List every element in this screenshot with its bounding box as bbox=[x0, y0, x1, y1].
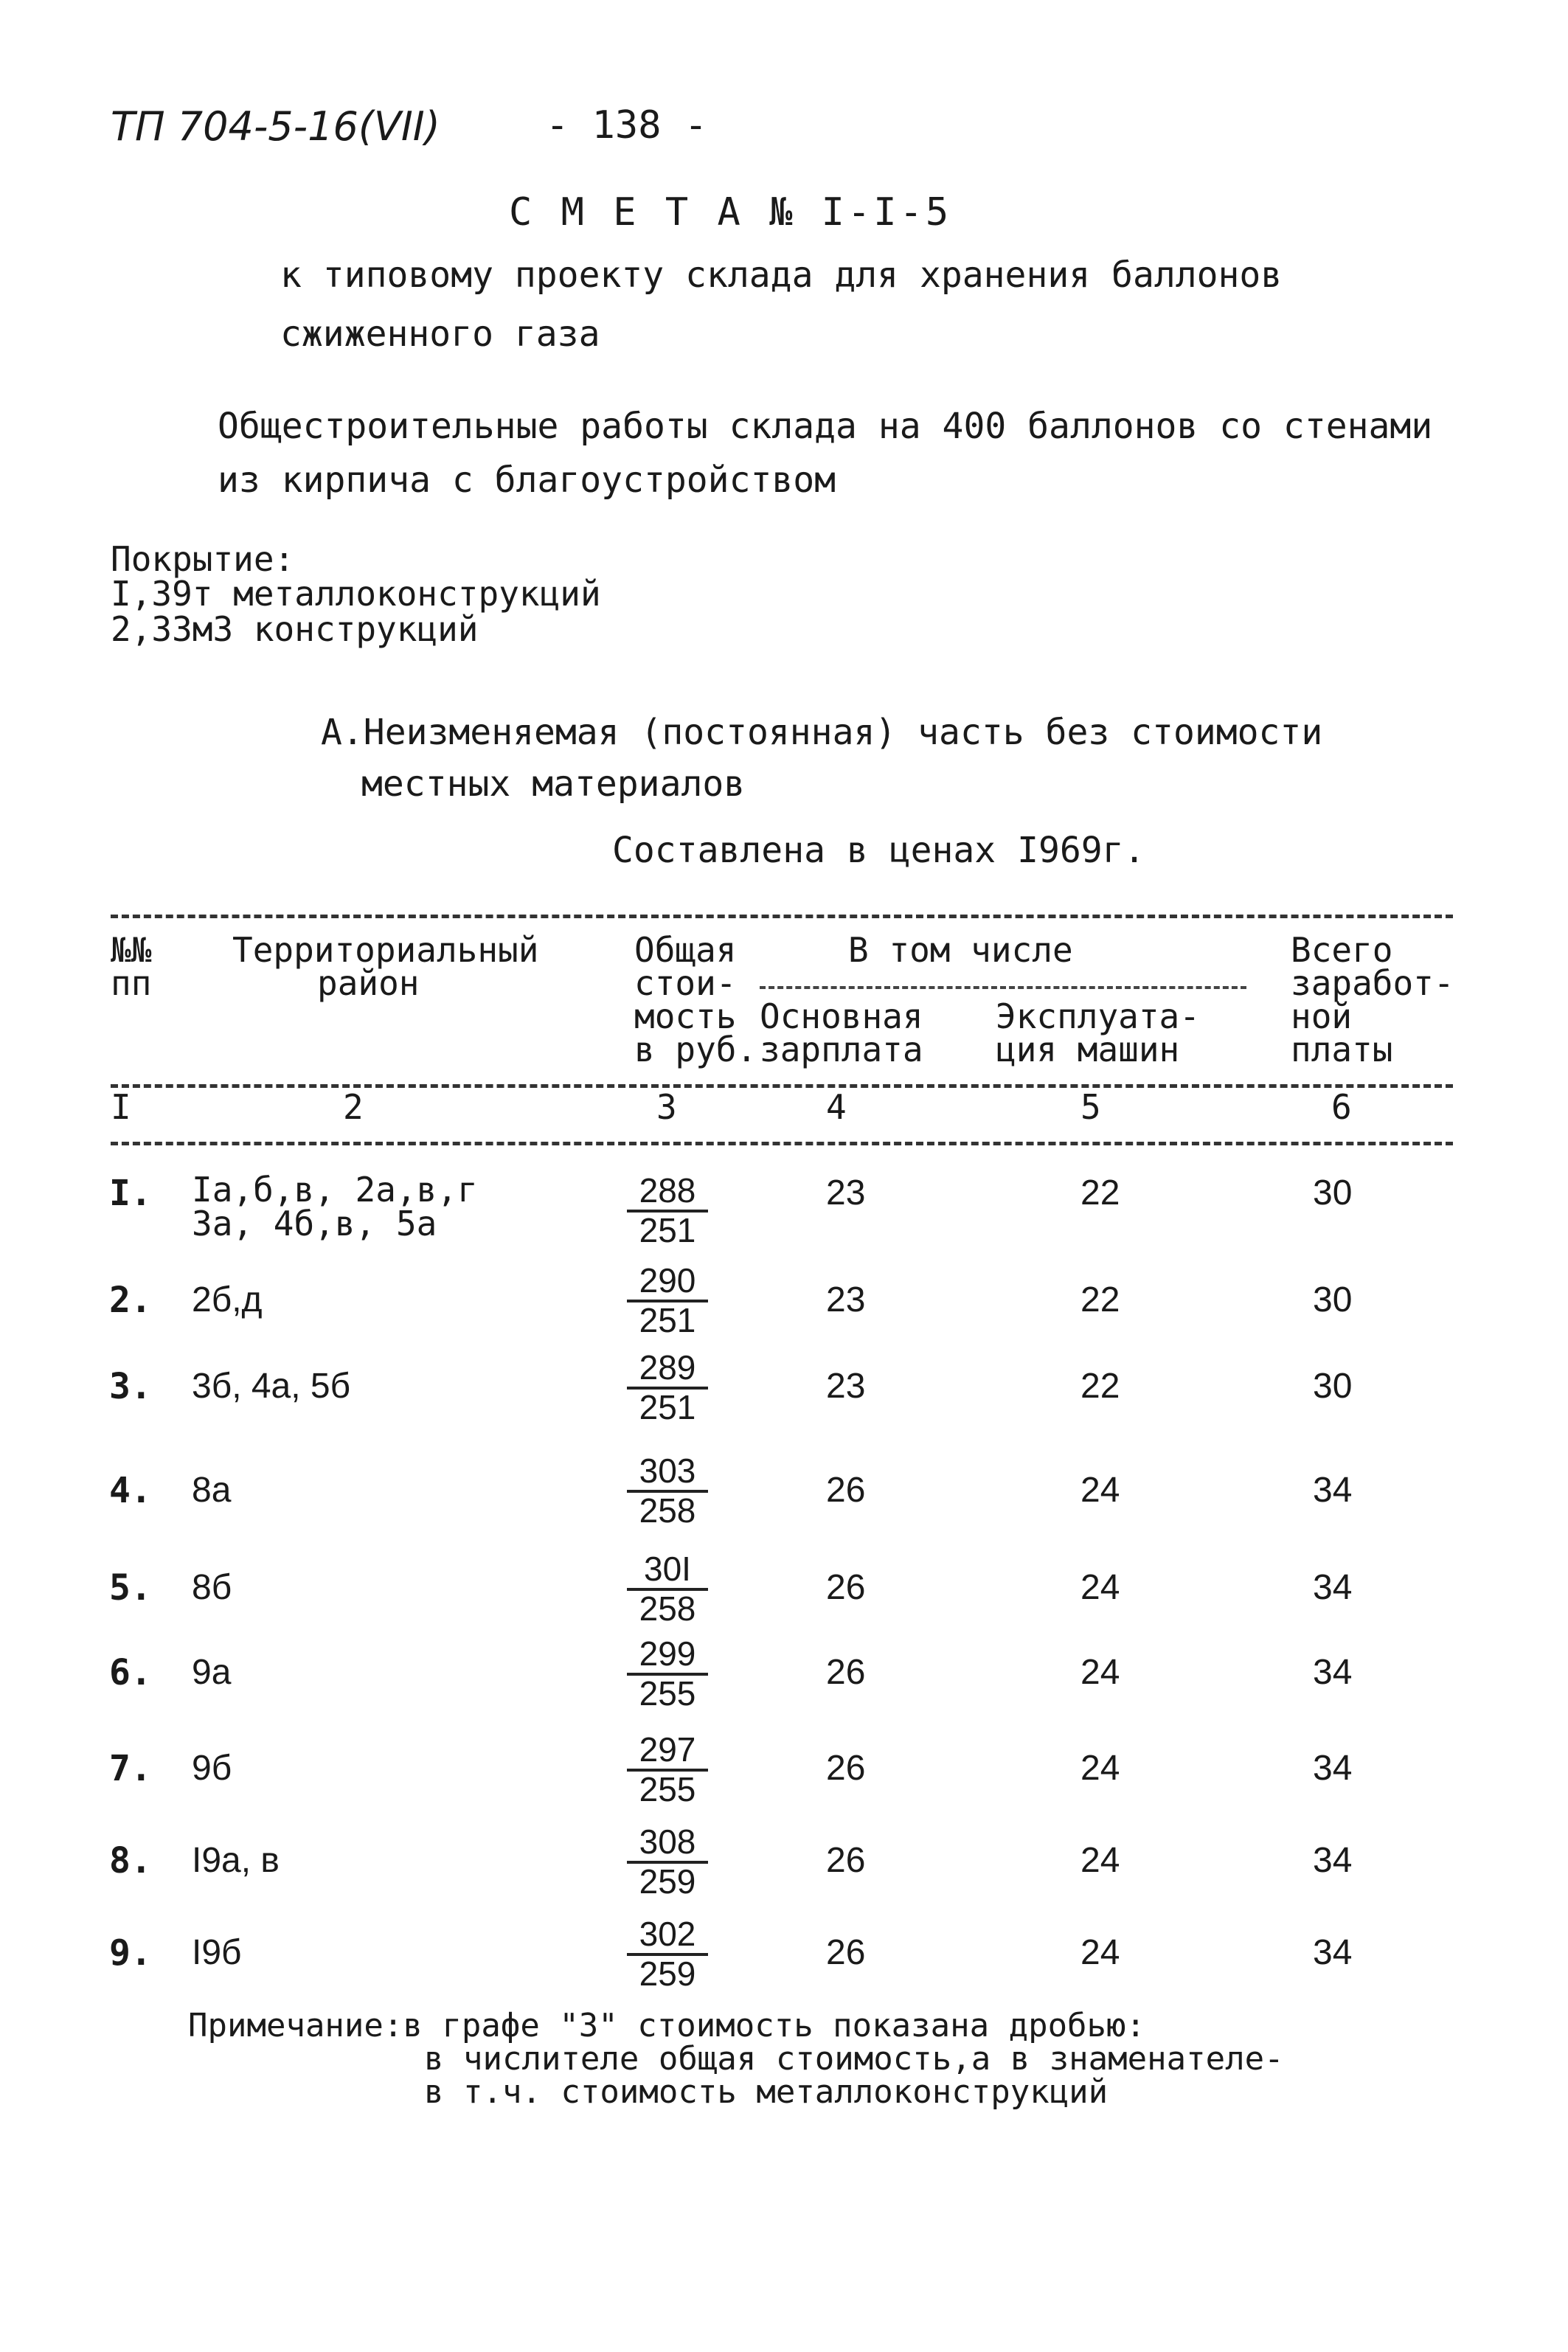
row-number: 4. bbox=[109, 1470, 152, 1511]
row-total-wage: 34 bbox=[1313, 1568, 1353, 1607]
row-cost bbox=[627, 1350, 708, 1425]
header-cost-line4: в руб. bbox=[634, 1030, 757, 1069]
row-cost bbox=[627, 1732, 708, 1807]
header-region-line2: район bbox=[317, 963, 420, 1003]
row-total-wage: 30 bbox=[1313, 1367, 1353, 1406]
header-total-line3: ной bbox=[1291, 996, 1353, 1036]
row-basic-wage: 23 bbox=[826, 1367, 866, 1406]
col-number-5: 5 bbox=[1080, 1087, 1101, 1127]
row-cost bbox=[627, 1263, 708, 1338]
header-machines-line2: ция машин bbox=[996, 1030, 1180, 1069]
row-total-wage: 30 bbox=[1313, 1173, 1353, 1213]
smeta-title: С М Е Т А № I-I-5 bbox=[509, 190, 952, 235]
row-cost bbox=[627, 1636, 708, 1711]
row-number: 2. bbox=[109, 1280, 152, 1321]
row-number: 9. bbox=[109, 1932, 152, 1974]
description-line2: из кирпича с благоустройством bbox=[218, 459, 836, 501]
row-machines: 24 bbox=[1080, 1933, 1120, 1972]
row-machines: 22 bbox=[1080, 1173, 1120, 1213]
cost-denominator: 251 bbox=[639, 1301, 696, 1339]
cost-numerator: 302 bbox=[627, 1916, 708, 1956]
row-region: I9а, в bbox=[192, 1841, 280, 1880]
header-basic-line2: зарплата bbox=[760, 1030, 923, 1069]
cost-denominator: 251 bbox=[639, 1211, 696, 1249]
cost-numerator: 30I bbox=[627, 1551, 708, 1591]
note-line3: в т.ч. стоимость металлоконструкций bbox=[424, 2073, 1109, 2111]
row-number: 7. bbox=[109, 1748, 152, 1789]
row-machines: 24 bbox=[1080, 1471, 1120, 1510]
note-line2: в числителе общая стоимость,а в знаменателе- bbox=[424, 2040, 1284, 2078]
col-number-2: 2 bbox=[343, 1087, 364, 1127]
row-region: I9б bbox=[192, 1933, 242, 1972]
row-total-wage: 34 bbox=[1313, 1841, 1353, 1880]
row-cost bbox=[627, 1173, 708, 1248]
cost-numerator: 297 bbox=[627, 1732, 708, 1772]
col-number-4: 4 bbox=[826, 1087, 847, 1127]
cost-denominator: 258 bbox=[639, 1589, 696, 1628]
cost-numerator: 299 bbox=[627, 1636, 708, 1676]
row-basic-wage: 23 bbox=[826, 1280, 866, 1319]
row-total-wage: 34 bbox=[1313, 1749, 1353, 1788]
header-cost-line3: мость bbox=[634, 996, 737, 1036]
price-basis: Составлена в ценах I969г. bbox=[612, 830, 1145, 871]
document-code: ТП 704-5-16(VII) bbox=[111, 103, 440, 150]
cost-numerator: 288 bbox=[627, 1173, 708, 1213]
header-region-line1: Территориальный bbox=[232, 930, 539, 970]
col-number-1: I bbox=[111, 1087, 131, 1127]
row-basic-wage: 26 bbox=[826, 1653, 866, 1692]
smeta-subtitle-line2: сжиженного газа bbox=[280, 313, 600, 355]
row-basic-wage: 26 bbox=[826, 1568, 866, 1607]
smeta-subtitle-line1: к типовому проекту склада для хранения баллонов bbox=[280, 254, 1283, 296]
row-machines: 24 bbox=[1080, 1568, 1120, 1607]
row-machines: 22 bbox=[1080, 1280, 1120, 1319]
section-title-line1: А.Неизменяемая (постоянная) часть без стоимости bbox=[321, 712, 1323, 753]
row-region-continued: 3а, 4б,в, 5а bbox=[192, 1204, 437, 1243]
note-line1: Примечание:в графе "3" стоимость показана дробью: bbox=[188, 2007, 1146, 2044]
cost-denominator: 251 bbox=[639, 1388, 696, 1426]
header-total-line2: заработ- bbox=[1291, 963, 1454, 1003]
row-machines: 24 bbox=[1080, 1749, 1120, 1788]
column-number-rule-bottom bbox=[111, 1142, 1453, 1145]
row-basic-wage: 23 bbox=[826, 1173, 866, 1213]
row-cost bbox=[627, 1551, 708, 1626]
row-basic-wage: 26 bbox=[826, 1841, 866, 1880]
header-including: В том числе bbox=[848, 930, 1073, 970]
row-cost bbox=[627, 1453, 708, 1528]
col-number-6: 6 bbox=[1331, 1087, 1352, 1127]
row-number: 6. bbox=[109, 1652, 152, 1693]
row-total-wage: 34 bbox=[1313, 1933, 1353, 1972]
row-region: 9а bbox=[192, 1653, 232, 1692]
row-total-wage: 30 bbox=[1313, 1280, 1353, 1319]
header-machines-line1: Эксплуата- bbox=[996, 996, 1200, 1036]
cost-denominator: 259 bbox=[639, 1954, 696, 1993]
row-cost bbox=[627, 1916, 708, 1991]
row-number: 3. bbox=[109, 1366, 152, 1407]
row-number: I. bbox=[109, 1173, 152, 1214]
row-basic-wage: 26 bbox=[826, 1933, 866, 1972]
header-num-line2: пп bbox=[111, 963, 152, 1003]
cost-denominator: 255 bbox=[639, 1770, 696, 1808]
row-region: Iа,б,в, 2а,в,г bbox=[192, 1170, 478, 1210]
cost-numerator: 289 bbox=[627, 1350, 708, 1390]
row-region: 8б bbox=[192, 1568, 232, 1607]
row-number: 5. bbox=[109, 1567, 152, 1609]
header-total-line1: Всего bbox=[1291, 930, 1393, 970]
row-number: 8. bbox=[109, 1840, 152, 1881]
row-total-wage: 34 bbox=[1313, 1653, 1353, 1692]
coverage-item2: 2,33м3 конструкций bbox=[111, 609, 479, 649]
coverage-label: Покрытие: bbox=[111, 539, 295, 579]
row-total-wage: 34 bbox=[1313, 1471, 1353, 1510]
cost-denominator: 258 bbox=[639, 1491, 696, 1530]
cost-numerator: 290 bbox=[627, 1263, 708, 1302]
cost-numerator: 303 bbox=[627, 1453, 708, 1493]
section-title-line2: местных материалов bbox=[361, 763, 746, 805]
row-region: 2б,д bbox=[192, 1280, 263, 1319]
header-cost-line2: стои- bbox=[634, 963, 737, 1003]
coverage-item1: I,39т металлоконструкций bbox=[111, 574, 601, 614]
description-line1: Общестроительные работы склада на 400 баллонов со стенами bbox=[218, 406, 1433, 447]
row-machines: 22 bbox=[1080, 1367, 1120, 1406]
row-region: 8а bbox=[192, 1471, 232, 1510]
column-number-rule-top bbox=[111, 1084, 1453, 1088]
row-region: 3б, 4а, 5б bbox=[192, 1367, 351, 1406]
row-region: 9б bbox=[192, 1749, 232, 1788]
row-machines: 24 bbox=[1080, 1841, 1120, 1880]
header-total-line4: платы bbox=[1291, 1030, 1393, 1069]
col-number-3: 3 bbox=[656, 1087, 677, 1127]
row-basic-wage: 26 bbox=[826, 1749, 866, 1788]
row-machines: 24 bbox=[1080, 1653, 1120, 1692]
header-basic-line1: Основная bbox=[760, 996, 923, 1036]
cost-denominator: 259 bbox=[639, 1862, 696, 1901]
cost-denominator: 255 bbox=[639, 1674, 696, 1713]
header-num-line1: №№ bbox=[111, 930, 152, 970]
table-top-rule bbox=[111, 915, 1453, 918]
page-number: - 138 - bbox=[546, 103, 708, 148]
header-including-rule bbox=[760, 986, 1246, 989]
header-cost-line1: Общая bbox=[634, 930, 737, 970]
row-cost bbox=[627, 1824, 708, 1899]
row-basic-wage: 26 bbox=[826, 1471, 866, 1510]
cost-numerator: 308 bbox=[627, 1824, 708, 1864]
